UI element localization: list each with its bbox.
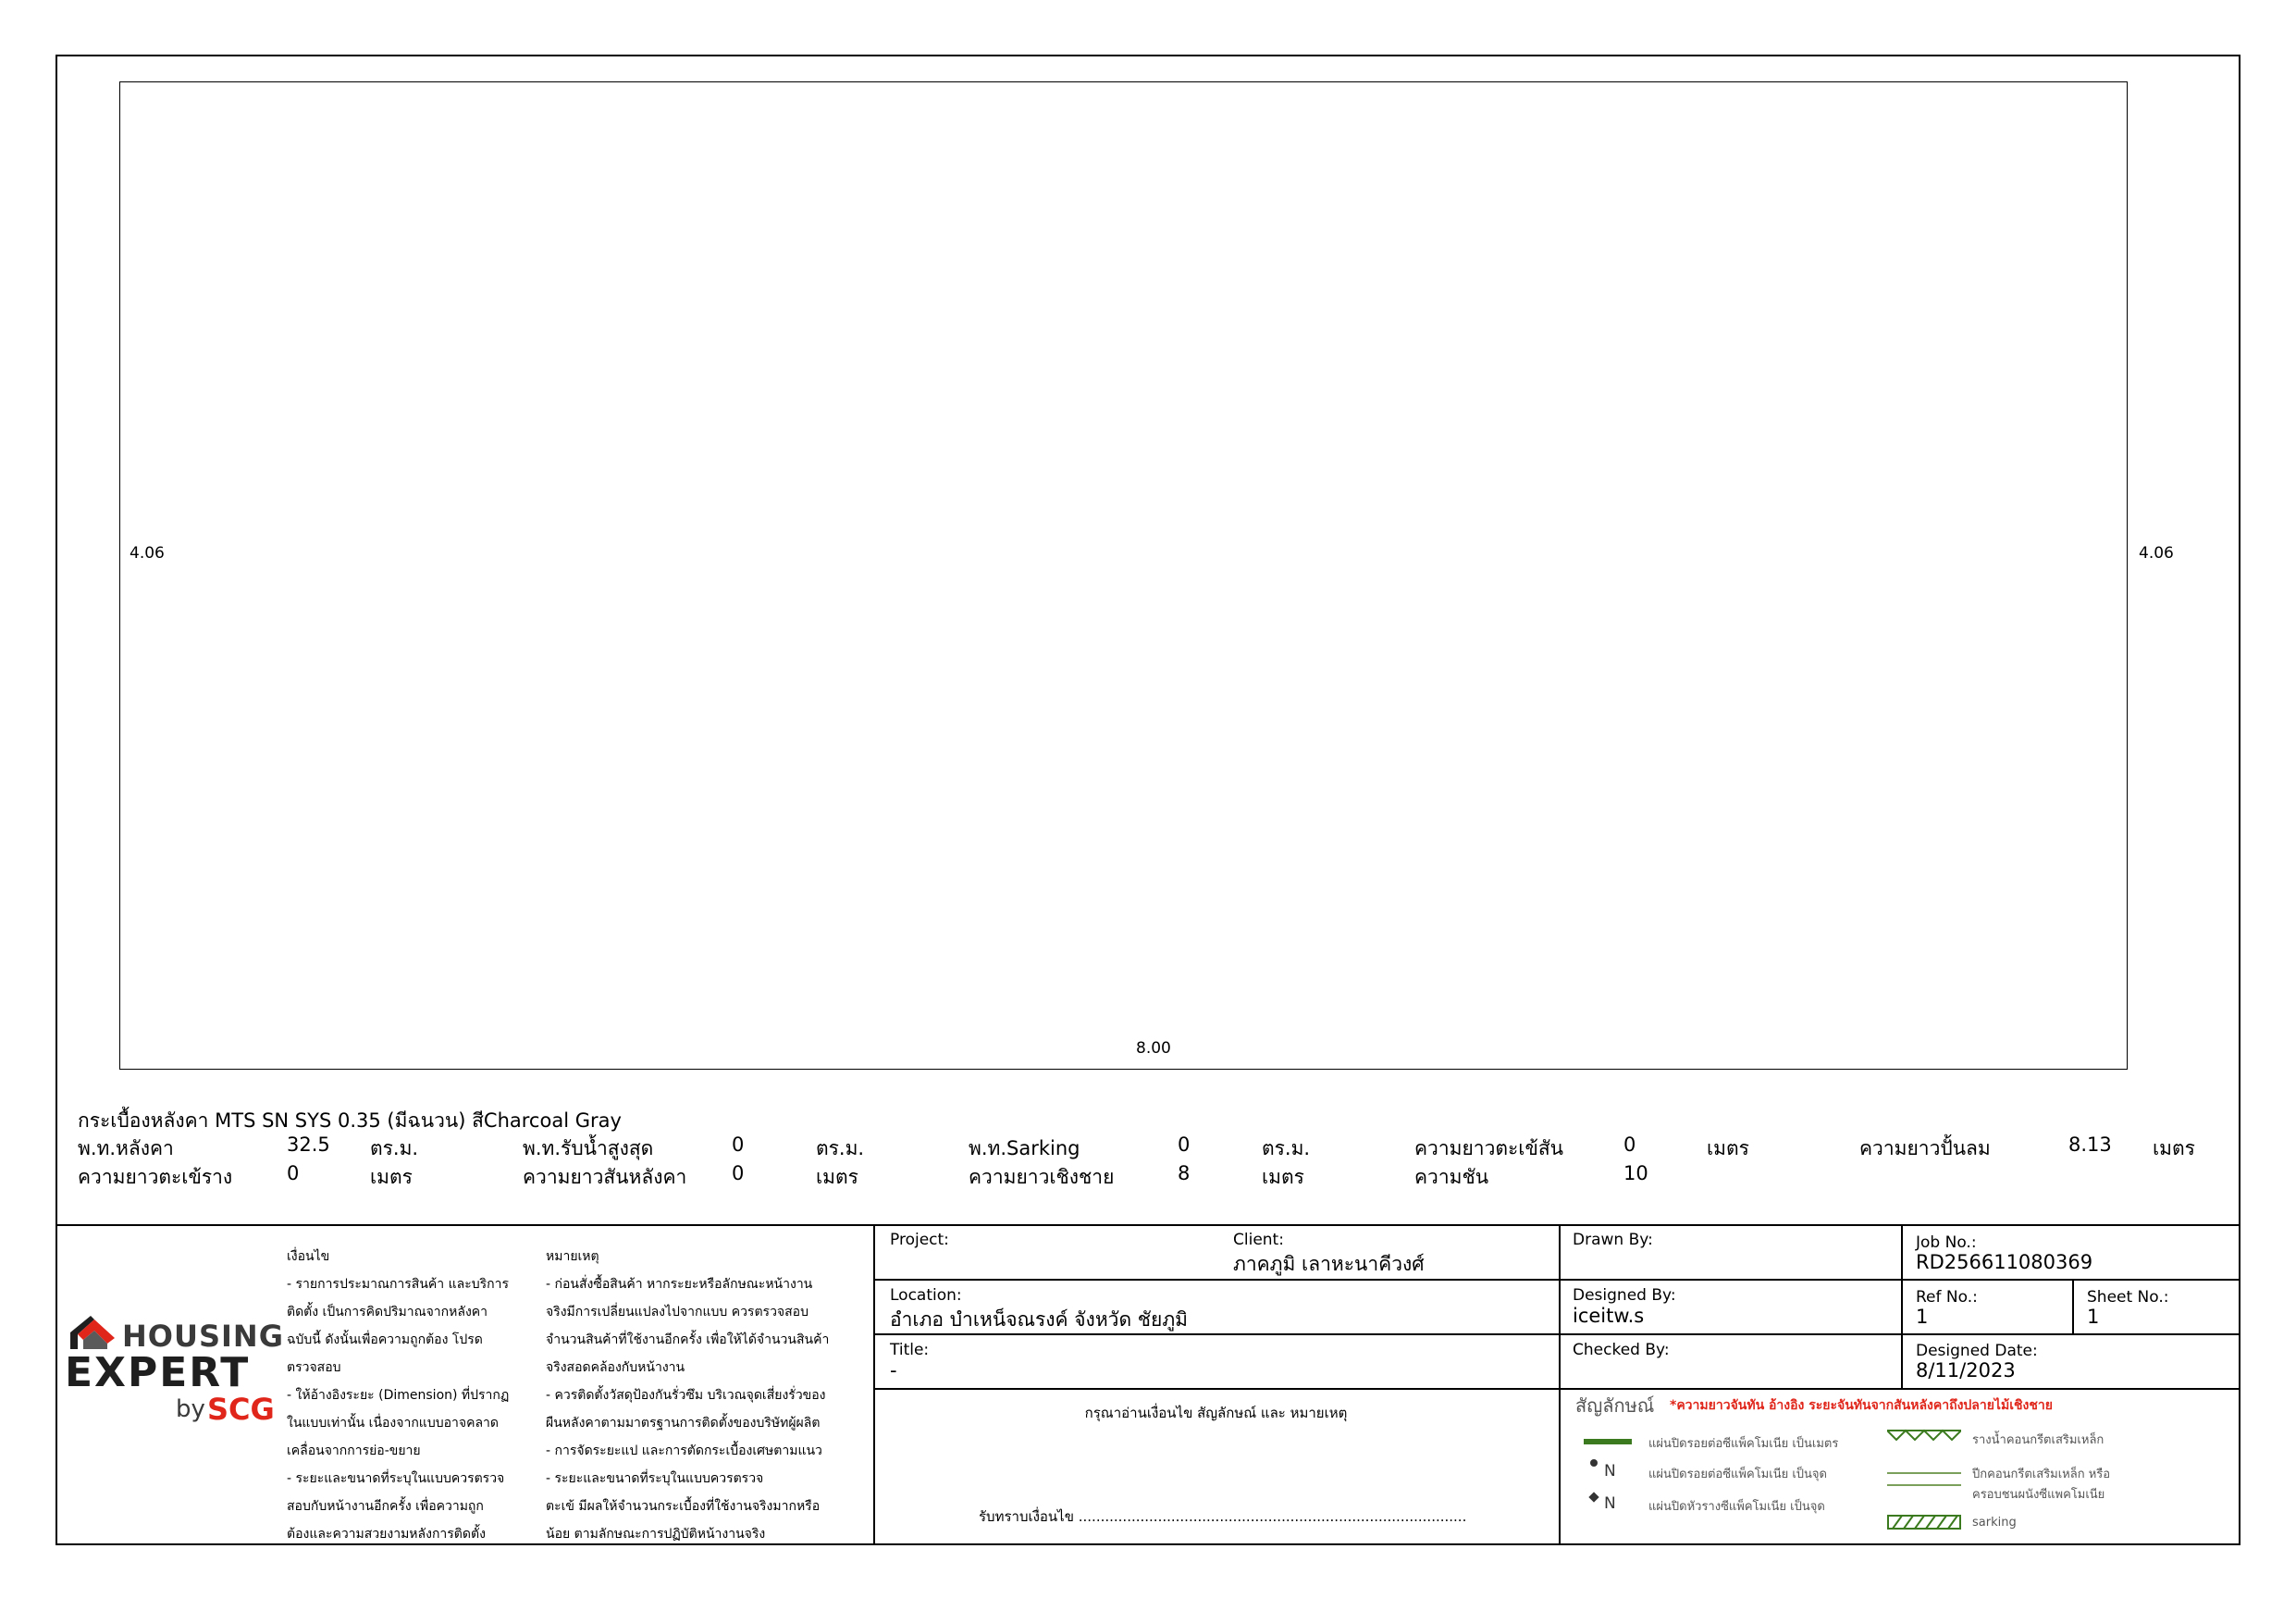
- legend-hatch-icon: [1887, 1515, 1961, 1530]
- spec-unit: เมตร: [2153, 1137, 2195, 1159]
- designed-date-value: 8/11/2023: [1916, 1359, 2016, 1381]
- conditions-line: ในแบบเท่านั้น เนื่องจากแบบอาจคลาด: [287, 1416, 499, 1431]
- ref-no-label: Ref No.:: [1916, 1288, 1978, 1307]
- legend-item: ปีกคอนกรีตเสริมเหล็ก หรือ: [1972, 1468, 2111, 1481]
- legend-marker-n: N: [1604, 1462, 1616, 1481]
- project-label: Project:: [890, 1231, 949, 1249]
- ref-no-value: 1: [1916, 1306, 1929, 1328]
- spec-unit: ตร.ม.: [370, 1137, 419, 1159]
- titleblock-divider: [873, 1224, 875, 1545]
- conditions-line: - รายการประมาณการสินค้า และบริการ: [287, 1277, 509, 1292]
- spec-unit: ตร.ม.: [1262, 1137, 1311, 1159]
- titleblock-row-line: [873, 1388, 2240, 1390]
- legend-dot-icon: [1590, 1459, 1598, 1467]
- spec-value: 0: [732, 1162, 745, 1184]
- read-conditions-note: กรุณาอ่านเงื่อนไข สัญลักษณ์ และ หมายเหตุ: [1084, 1405, 1348, 1421]
- remarks-line: จำนวนสินค้าที่ใช้งานอีกครั้ง เพื่อให้ได้จำนวนสินค้า: [546, 1332, 830, 1347]
- location-label: Location:: [890, 1286, 962, 1305]
- spec-unit: เมตร: [1262, 1166, 1304, 1188]
- dim-bottom: 8.00: [1136, 1039, 1171, 1058]
- sheet-no-value: 1: [2087, 1306, 2100, 1328]
- spec-label: ความยาวปั้นลม: [1859, 1137, 1991, 1159]
- legend-thin-line-icon: [1887, 1484, 1961, 1486]
- legend-marker-n: N: [1604, 1494, 1616, 1513]
- spec-label: พ.ท.หลังคา: [78, 1137, 174, 1159]
- legend-item: sarking: [1972, 1516, 2017, 1530]
- title-value: -: [890, 1359, 897, 1381]
- logo-line2: EXPERT: [65, 1349, 251, 1396]
- remarks-line: จริงมีการเปลี่ยนแปลงไปจากแบบ ควรตรวจสอบ: [546, 1305, 809, 1319]
- remarks-line: - ก่อนสั่งซื้อสินค้า หากระยะหรือลักษณะหน้างาน: [546, 1277, 813, 1292]
- spec-label: ความยาวสันหลังคา: [523, 1166, 687, 1188]
- remarks-line: จริงสอดคล้องกับหน้างาน: [546, 1360, 685, 1375]
- logo-by: by: [176, 1395, 205, 1423]
- remarks-line: ผืนหลังคาตามมาตรฐานการติดตั้งของบริษัทผู้ผลิต: [546, 1416, 821, 1431]
- spec-value: 0: [732, 1134, 745, 1156]
- spec-value: 0: [1623, 1134, 1636, 1156]
- acknowledge-line: รับทราบเงื่อนไข ........................................................................................: [979, 1508, 1467, 1525]
- titleblock-divider: [1901, 1224, 1903, 1388]
- location-value: อำเภอ บำเหน็จณรงค์ จังหวัด ชัยภูมิ: [890, 1308, 1189, 1331]
- conditions-title: เงื่อนไข: [287, 1249, 330, 1264]
- designed-by-value: iceitw.s: [1573, 1305, 1645, 1327]
- remarks-line: น้อย ตามลักษณะการปฏิบัติหน้างานจริง: [546, 1527, 766, 1542]
- remarks-line: - การจัดระยะแป และการตัดกระเบื้องเศษตามแนว: [546, 1443, 822, 1458]
- remarks-title: หมายเหตุ: [546, 1249, 599, 1264]
- legend-zigzag-icon: [1887, 1429, 1961, 1442]
- legend-item: รางน้ำคอนกรีตเสริมเหล็ก: [1972, 1433, 2105, 1447]
- legend-item: แผ่นปิดรอยต่อซีแพ็คโมเนีย เป็นเมตร: [1648, 1437, 1839, 1451]
- legend-item: แผ่นปิดหัวรางซีแพ็คโมเนีย เป็นจุด: [1648, 1500, 1825, 1514]
- legend-note: *ความยาวจันทัน อ้างอิง ระยะจันทันจากสันหลังคาถึงปลายไม้เชิงชาย: [1670, 1398, 2053, 1413]
- spec-value: 8: [1178, 1162, 1191, 1184]
- spec-unit: เมตร: [1707, 1137, 1749, 1159]
- remarks-line: - ควรติดตั้งวัสดุป้องกันรั่วซึม บริเวณจุดเสี่ยงรั่วของ: [546, 1388, 826, 1403]
- conditions-line: - ระยะและขนาดที่ระบุในแบบควรตรวจ: [287, 1471, 505, 1486]
- spec-unit: เมตร: [816, 1166, 858, 1188]
- spec-label: พ.ท.รับน้ำสูงสุด: [523, 1137, 654, 1159]
- spec-value: 0: [1178, 1134, 1191, 1156]
- spec-label: พ.ท.Sarking: [969, 1137, 1080, 1159]
- conditions-line: ตรวจสอบ: [287, 1360, 341, 1375]
- spec-label: ความยาวตะเข้ราง: [78, 1166, 233, 1188]
- title-label: Title:: [890, 1341, 930, 1359]
- house-logo-icon: [67, 1314, 118, 1351]
- spec-label: ความยาวตะเข้สัน: [1414, 1137, 1563, 1159]
- product-name: กระเบื้องหลังคา MTS SN SYS 0.35 (มีฉนวน) สีCharcoal Gray: [78, 1109, 622, 1132]
- spec-unit: เมตร: [370, 1166, 413, 1188]
- legend-item: ครอบชนผนังซีแพคโมเนีย: [1972, 1488, 2105, 1502]
- checked-by-label: Checked By:: [1573, 1341, 1670, 1359]
- conditions-line: ติดตั้ง เป็นการคิดปริมาณจากหลังคา: [287, 1305, 488, 1319]
- sheet-no-label: Sheet No.:: [2087, 1288, 2169, 1307]
- drawn-by-label: Drawn By:: [1573, 1231, 1653, 1249]
- logo-line1: HOUSING: [122, 1319, 284, 1354]
- spec-unit: ตร.ม.: [816, 1137, 865, 1159]
- job-no-label: Job No.:: [1916, 1233, 1977, 1252]
- legend-title: สัญลักษณ์: [1575, 1394, 1655, 1417]
- titleblock-divider: [1559, 1224, 1561, 1545]
- spec-value: 8.13: [2068, 1134, 2112, 1156]
- spec-label: ความยาวเชิงชาย: [969, 1166, 1115, 1188]
- spec-value: 32.5: [287, 1134, 330, 1156]
- conditions-line: ฉบับนี้ ดังนั้นเพื่อความถูกต้อง โปรด: [287, 1332, 483, 1347]
- roof-plan-outline: [119, 81, 2128, 1070]
- logo-brand: SCG: [207, 1392, 275, 1427]
- spec-value: 0: [287, 1162, 300, 1184]
- conditions-line: เคลื่อนจากการย่อ-ขยาย: [287, 1443, 421, 1458]
- titleblock-row-line: [873, 1279, 2240, 1281]
- conditions-line: - ให้อ้างอิงระยะ (Dimension) ที่ปรากฏ: [287, 1388, 510, 1403]
- legend-item: แผ่นปิดรอยต่อซีแพ็คโมเนีย เป็นจุด: [1648, 1468, 1827, 1481]
- dim-right: 4.06: [2139, 544, 2174, 563]
- remarks-line: - ระยะและขนาดที่ระบุในแบบควรตรวจ: [546, 1471, 764, 1486]
- client-label: Client:: [1233, 1231, 1284, 1249]
- titleblock-divider: [2072, 1279, 2074, 1334]
- conditions-block: [287, 1243, 509, 1548]
- designed-date-label: Designed Date:: [1916, 1342, 2038, 1360]
- remarks-block: [546, 1243, 829, 1548]
- legend-thin-line-icon: [1887, 1472, 1961, 1474]
- dim-left: 4.06: [130, 544, 165, 563]
- spec-label: ความชัน: [1414, 1166, 1489, 1188]
- remarks-line: ตะเข้ มีผลให้จำนวนกระเบื้องที่ใช้งานจริงมากหรือ: [546, 1499, 821, 1514]
- legend-green-line-icon: [1584, 1439, 1632, 1444]
- conditions-line: สอบกับหน้างานอีกครั้ง เพื่อความถูก: [287, 1499, 484, 1514]
- designed-by-label: Designed By:: [1573, 1286, 1676, 1305]
- titleblock-top-border: [56, 1224, 2240, 1226]
- client-value: ภาคภูมิ เลาหะนาคีวงศ์: [1233, 1253, 1425, 1275]
- conditions-line: ต้องและความสวยงามหลังการติดตั้ง: [287, 1527, 486, 1542]
- spec-value: 10: [1623, 1162, 1648, 1184]
- job-no-value: RD256611080369: [1916, 1251, 2093, 1273]
